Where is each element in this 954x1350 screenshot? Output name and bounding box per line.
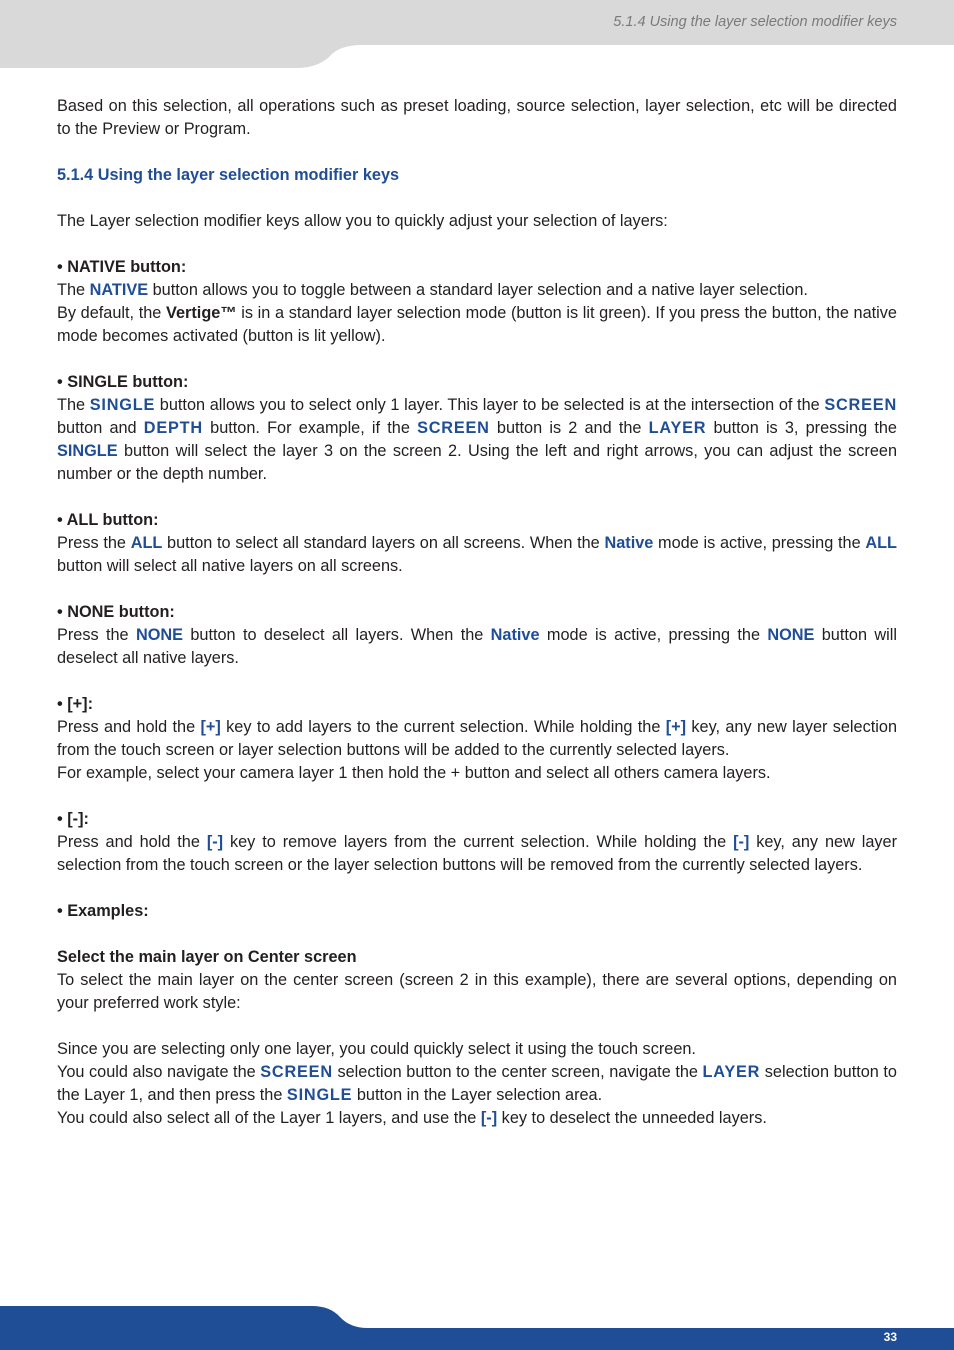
section-heading: 5.1.4 Using the layer selection modifier keys (57, 166, 400, 184)
keyword-none: NONE (135, 626, 183, 644)
section-lead: The Layer selection modifier keys allow you to quickly adjust your selection of layers: (57, 212, 668, 230)
single-paragraph: The SINGLE button allows you to select only 1 layer. This layer to be selected is at the intersection of the SCREEN button and DEPTH button. For example, if the SCREEN button is 2 and the LAYER button is 3, pressing the SINGLE button will select the layer 3 on the screen 2. Using the left and right arrows, you can adjust the screen number or the depth number. (57, 396, 897, 483)
keyword-screen: SCREEN (260, 1063, 333, 1081)
keyword-depth: DEPTH (143, 419, 203, 437)
examples-title: • Examples: (57, 902, 149, 920)
keyword-single: SINGLE (57, 442, 118, 460)
keyword-native: Native (604, 534, 654, 552)
plus-paragraph-2: For example, select your camera layer 1 then hold the + button and select all others camera layers. (57, 764, 771, 782)
keyword-screen: SCREEN (417, 419, 490, 437)
native-title: • NATIVE button: (57, 258, 187, 276)
keyword-layer: LAYER (702, 1063, 761, 1081)
examples-subtitle: Select the main layer on Center screen (57, 948, 357, 966)
plus-paragraph-1: Press and hold the [+] key to add layers to the current selection. While holding the [+] key, any new layer selection from the touch screen or layer selection buttons will be added to the currently selected layers. (57, 718, 897, 759)
native-paragraph-2: By default, the Vertige™ is in a standard layer selection mode (button is lit green). If you press the button, the native mode becomes activated (button is lit yellow). (57, 304, 897, 345)
intro-paragraph: Based on this selection, all operations such as preset loading, source selection, layer selection, etc will be directed to the Preview or Program. (57, 97, 897, 138)
keyword-all: ALL (130, 534, 163, 552)
plus-title: • [+]: (57, 695, 93, 713)
keyword-minus: [-] (733, 833, 750, 851)
keyword-minus: [-] (206, 833, 224, 851)
examples-paragraph-4: You could also select all of the Layer 1 layers, and use the [-] key to deselect the unneeded layers. (57, 1109, 767, 1127)
page-content (57, 95, 897, 1130)
keyword-single: SINGLE (89, 396, 156, 414)
all-title: • ALL button: (57, 511, 159, 529)
keyword-native: NATIVE (89, 281, 149, 299)
keyword-layer: LAYER (648, 419, 707, 437)
all-paragraph: Press the ALL button to select all standard layers on all screens. When the Native mode is active, pressing the ALL button will select all native layers on all screens. (57, 534, 897, 575)
running-header-title: 5.1.4 Using the layer selection modifier keys (613, 14, 897, 30)
single-title: • SINGLE button: (57, 373, 189, 391)
none-title: • NONE button: (57, 603, 175, 621)
header-band (0, 0, 954, 70)
minus-title: • [-]: (57, 810, 89, 828)
footer-band (0, 1300, 954, 1350)
keyword-native: Native (490, 626, 540, 644)
keyword-minus: [-] (480, 1109, 498, 1127)
keyword-vertige: Vertige™ (166, 304, 237, 322)
keyword-none: NONE (767, 626, 815, 644)
minus-paragraph: Press and hold the [-] key to remove layers from the current selection. While holding the [-] key, any new layer selection from the touch screen or the layer selection buttons will be removed from the currently selected layers. (57, 833, 897, 874)
page-number: 33 (883, 1330, 897, 1344)
examples-paragraph-2: Since you are selecting only one layer, you could quickly select it using the touch screen. (57, 1040, 696, 1058)
examples-paragraph-3: You could also navigate the SCREEN selection button to the center screen, navigate the LAYER selection button to the Layer 1, and then press the SINGLE button in the Layer selection area. (57, 1063, 897, 1104)
keyword-all: ALL (865, 534, 897, 552)
native-paragraph-1: The NATIVE button allows you to toggle between a standard layer selection and a native layer selection. (57, 281, 808, 299)
keyword-single: SINGLE (286, 1086, 353, 1104)
keyword-screen: SCREEN (824, 396, 897, 414)
none-paragraph: Press the NONE button to deselect all layers. When the Native mode is active, pressing the NONE button will deselect all native layers. (57, 626, 897, 667)
examples-paragraph-1: To select the main layer on the center screen (screen 2 in this example), there are several options, depending on your preferred work style: (57, 971, 897, 1012)
keyword-plus: [+] (200, 718, 221, 736)
keyword-plus: [+] (665, 718, 687, 736)
